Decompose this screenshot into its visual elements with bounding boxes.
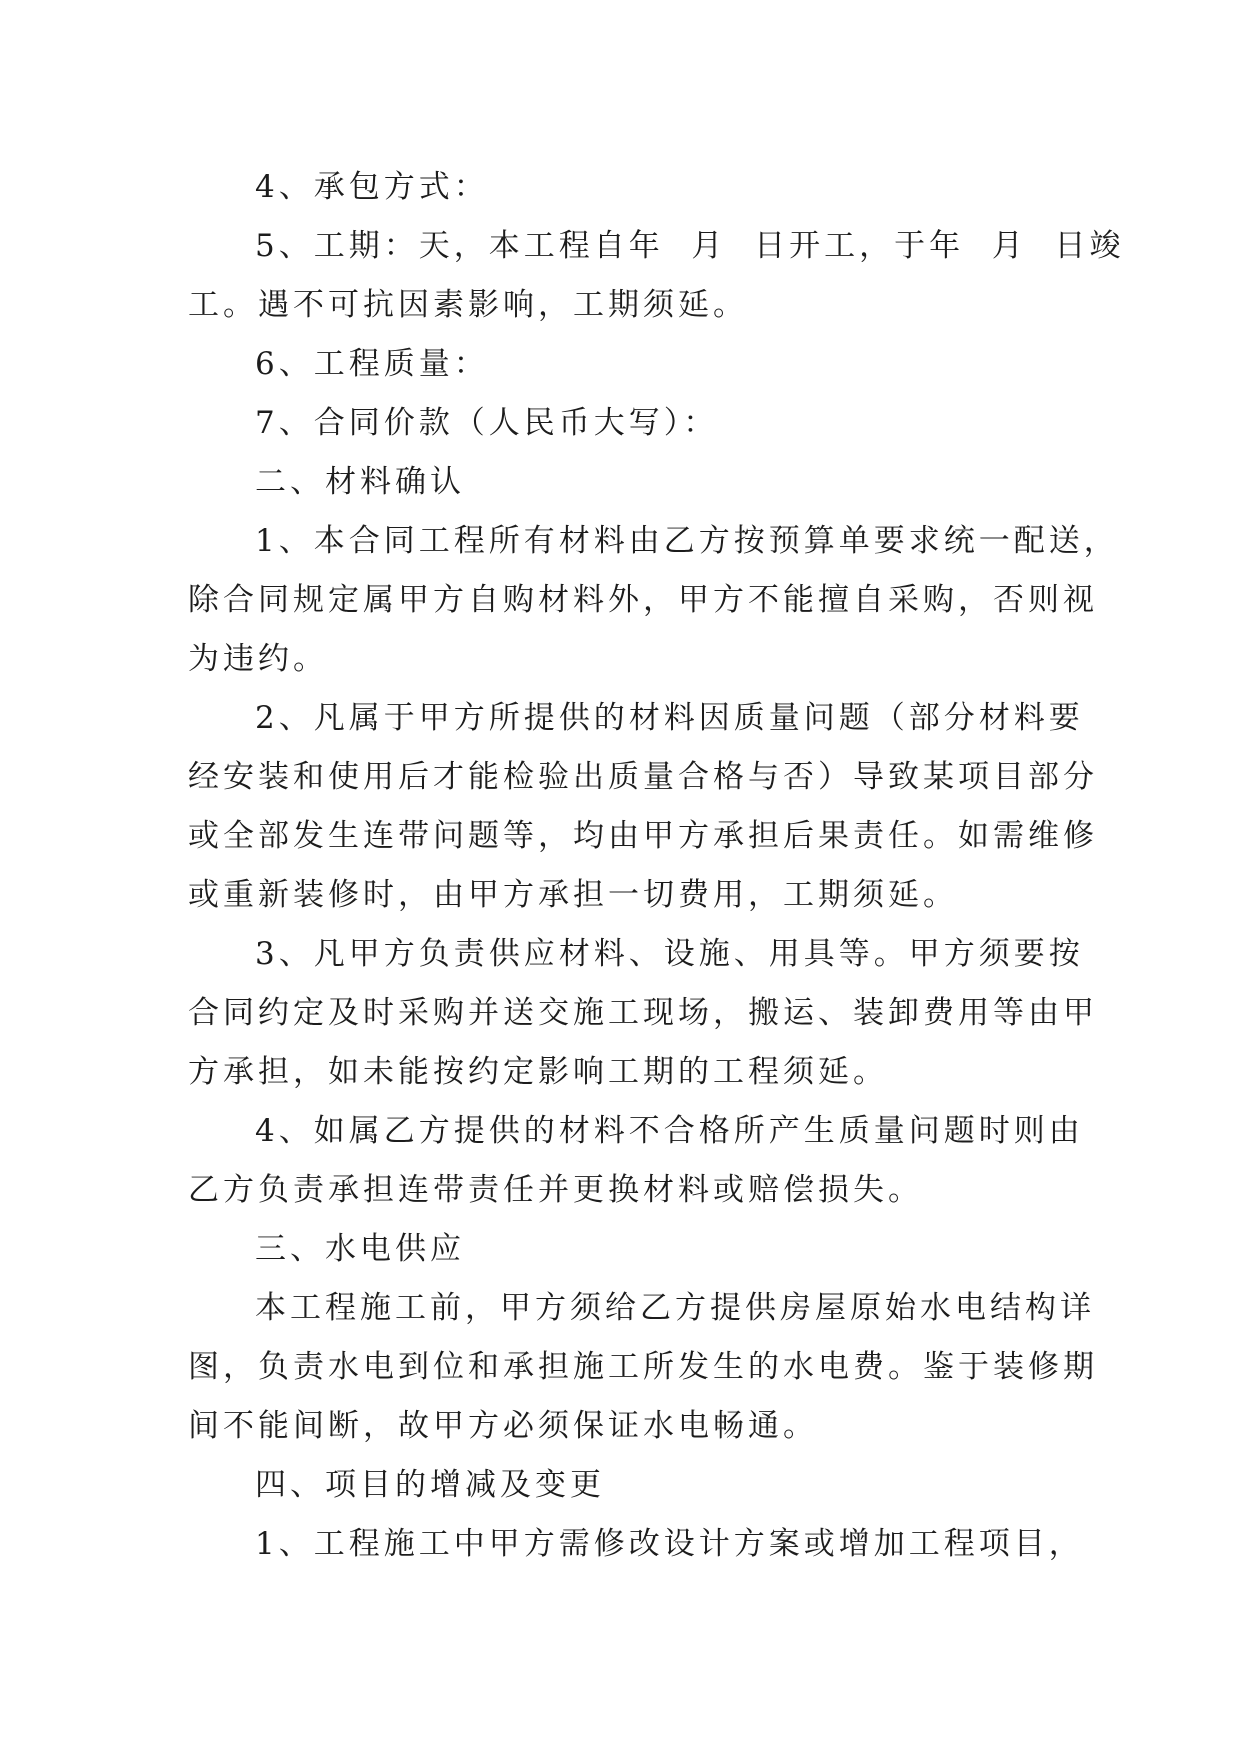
section-heading: 三、水电供应	[255, 1231, 465, 1267]
body-line: 1、工程施工中甲方需修改设计方案或增加工程项目，	[255, 1526, 1084, 1562]
body-line: 除合同规定属甲方自购材料外，甲方不能擅自采购，否则视	[188, 582, 1098, 618]
body-line: 经安装和使用后才能检验出质量合格与否）导致某项目部分	[188, 759, 1098, 795]
body-line: 或重新装修时，由甲方承担一切费用，工期须延。	[188, 877, 958, 913]
body-line: 7、合同价款（人民币大写）：	[255, 405, 719, 441]
body-line: 5、工期：天，本工程自年 月 日开工，于年 月 日竣	[255, 228, 1125, 264]
body-line: 合同约定及时采购并送交施工现场，搬运、装卸费用等由甲	[188, 995, 1098, 1031]
body-line: 本工程施工前，甲方须给乙方提供房屋原始水电结构详	[255, 1290, 1095, 1326]
body-line: 4、如属乙方提供的材料不合格所产生质量问题时则由	[255, 1113, 1084, 1149]
body-line: 为违约。	[188, 641, 328, 677]
body-line: 1、本合同工程所有材料由乙方按预算单要求统一配送，	[255, 523, 1119, 559]
body-line: 工。遇不可抗因素影响，工期须延。	[188, 287, 748, 323]
section-heading: 二、材料确认	[255, 464, 465, 500]
body-line: 或全部发生连带问题等，均由甲方承担后果责任。如需维修	[188, 818, 1098, 854]
body-line: 4、承包方式：	[255, 169, 489, 205]
body-line: 图，负责水电到位和承担施工所发生的水电费。鉴于装修期	[188, 1349, 1098, 1385]
body-line: 乙方负责承担连带责任并更换材料或赔偿损失。	[188, 1172, 923, 1208]
document-body	[188, 158, 1125, 1574]
body-line: 2、凡属于甲方所提供的材料因质量问题（部分材料要	[255, 700, 1084, 736]
body-line: 间不能间断，故甲方必须保证水电畅通。	[188, 1408, 818, 1444]
body-line: 3、凡甲方负责供应材料、设施、用具等。甲方须要按	[255, 936, 1084, 972]
body-line: 方承担，如未能按约定影响工期的工程须延。	[188, 1054, 888, 1090]
body-line: 6、工程质量：	[255, 346, 489, 382]
section-heading: 四、项目的增减及变更	[255, 1467, 605, 1503]
